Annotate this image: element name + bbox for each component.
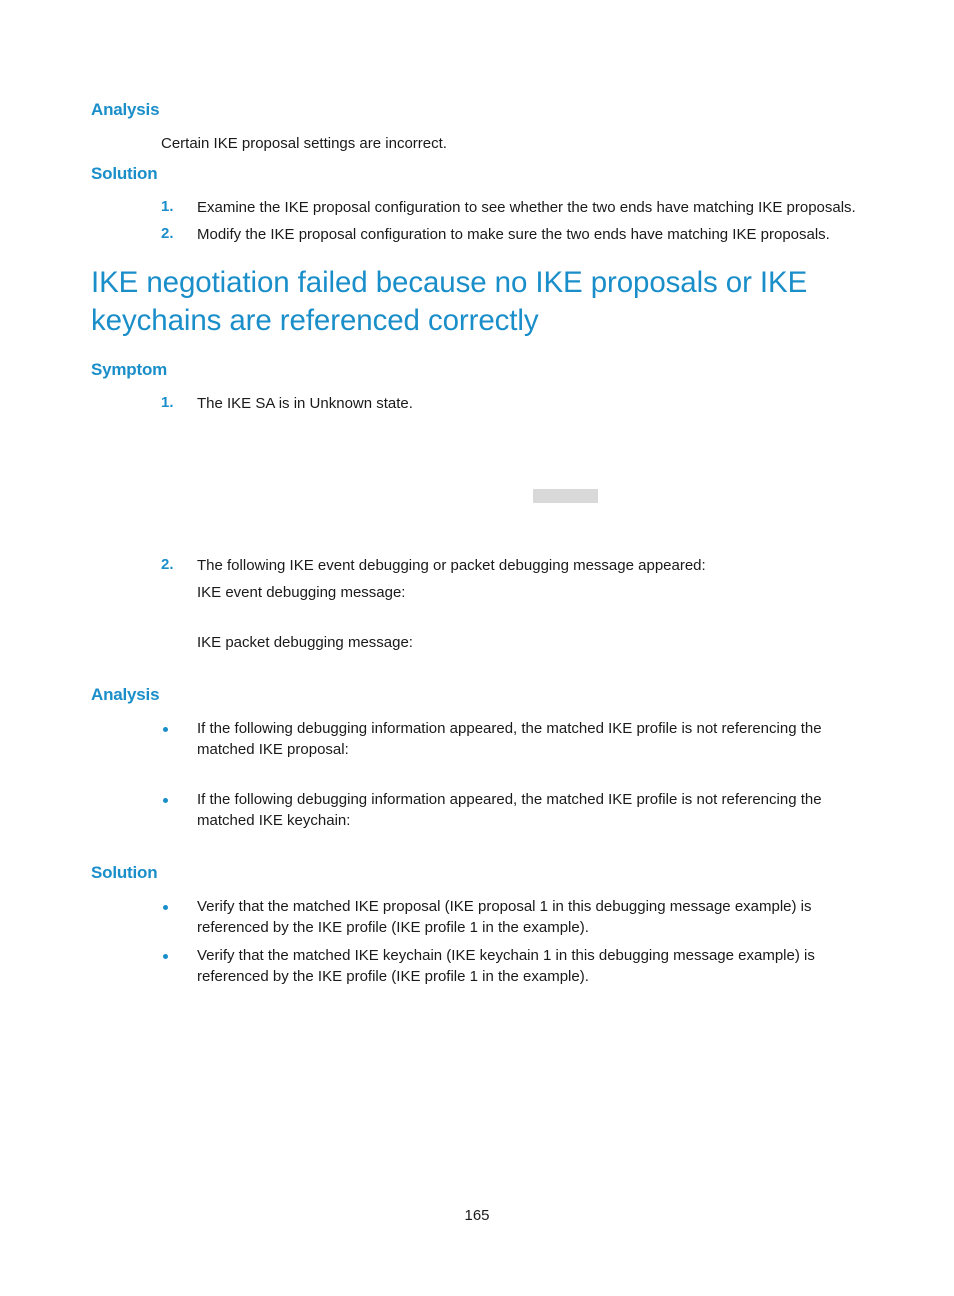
bullet-icon	[163, 954, 168, 959]
step-number: 2.	[161, 556, 174, 573]
step-number: 1.	[161, 198, 174, 215]
step-number: 2.	[161, 225, 174, 242]
step-number: 1.	[161, 394, 174, 411]
step-text: Modify the IKE proposal configuration to make sure the two ends have matching IKE proposals.	[197, 226, 830, 243]
step-text: The IKE SA is in Unknown state.	[197, 395, 413, 412]
step-text: Examine the IKE proposal configuration to see whether the two ends have matching IKE proposals.	[197, 199, 856, 216]
solution-heading: Solution	[91, 863, 158, 882]
page-number: 165	[464, 1207, 490, 1224]
bullet-text: Verify that the matched IKE keychain (IKE keychain 1 in this debugging message example) is referenced by the IKE profile (IKE profile 1 in the example).	[197, 947, 815, 985]
bullet-icon	[163, 727, 168, 732]
bullet-text: If the following debugging information appeared, the matched IKE profile is not referencing the matched IKE proposal:	[197, 720, 822, 758]
solution-heading: Solution	[91, 164, 158, 183]
bullet-text: If the following debugging information appeared, the matched IKE profile is not referencing the matched IKE keychain:	[197, 791, 822, 829]
section-title: IKE negotiation failed because no IKE proposals or IKE keychains are referenced correctly	[91, 266, 808, 337]
bullet-icon	[163, 905, 168, 910]
bullet-text: Verify that the matched IKE proposal (IKE proposal 1 in this debugging message example) is referenced by the IKE profile (IKE profile 1 in the example).	[197, 898, 812, 936]
analysis-text: Certain IKE proposal settings are incorrect.	[161, 135, 447, 152]
bullet-icon	[163, 798, 168, 803]
redacted-output-box	[533, 489, 598, 503]
step-text: The following IKE event debugging or packet debugging message appeared:	[197, 557, 706, 574]
symptom-heading: Symptom	[91, 360, 168, 379]
event-debug-label: IKE event debugging message:	[197, 584, 406, 601]
analysis-heading: Analysis	[91, 100, 160, 119]
packet-debug-label: IKE packet debugging message:	[197, 634, 413, 651]
analysis-heading: Analysis	[91, 685, 160, 704]
